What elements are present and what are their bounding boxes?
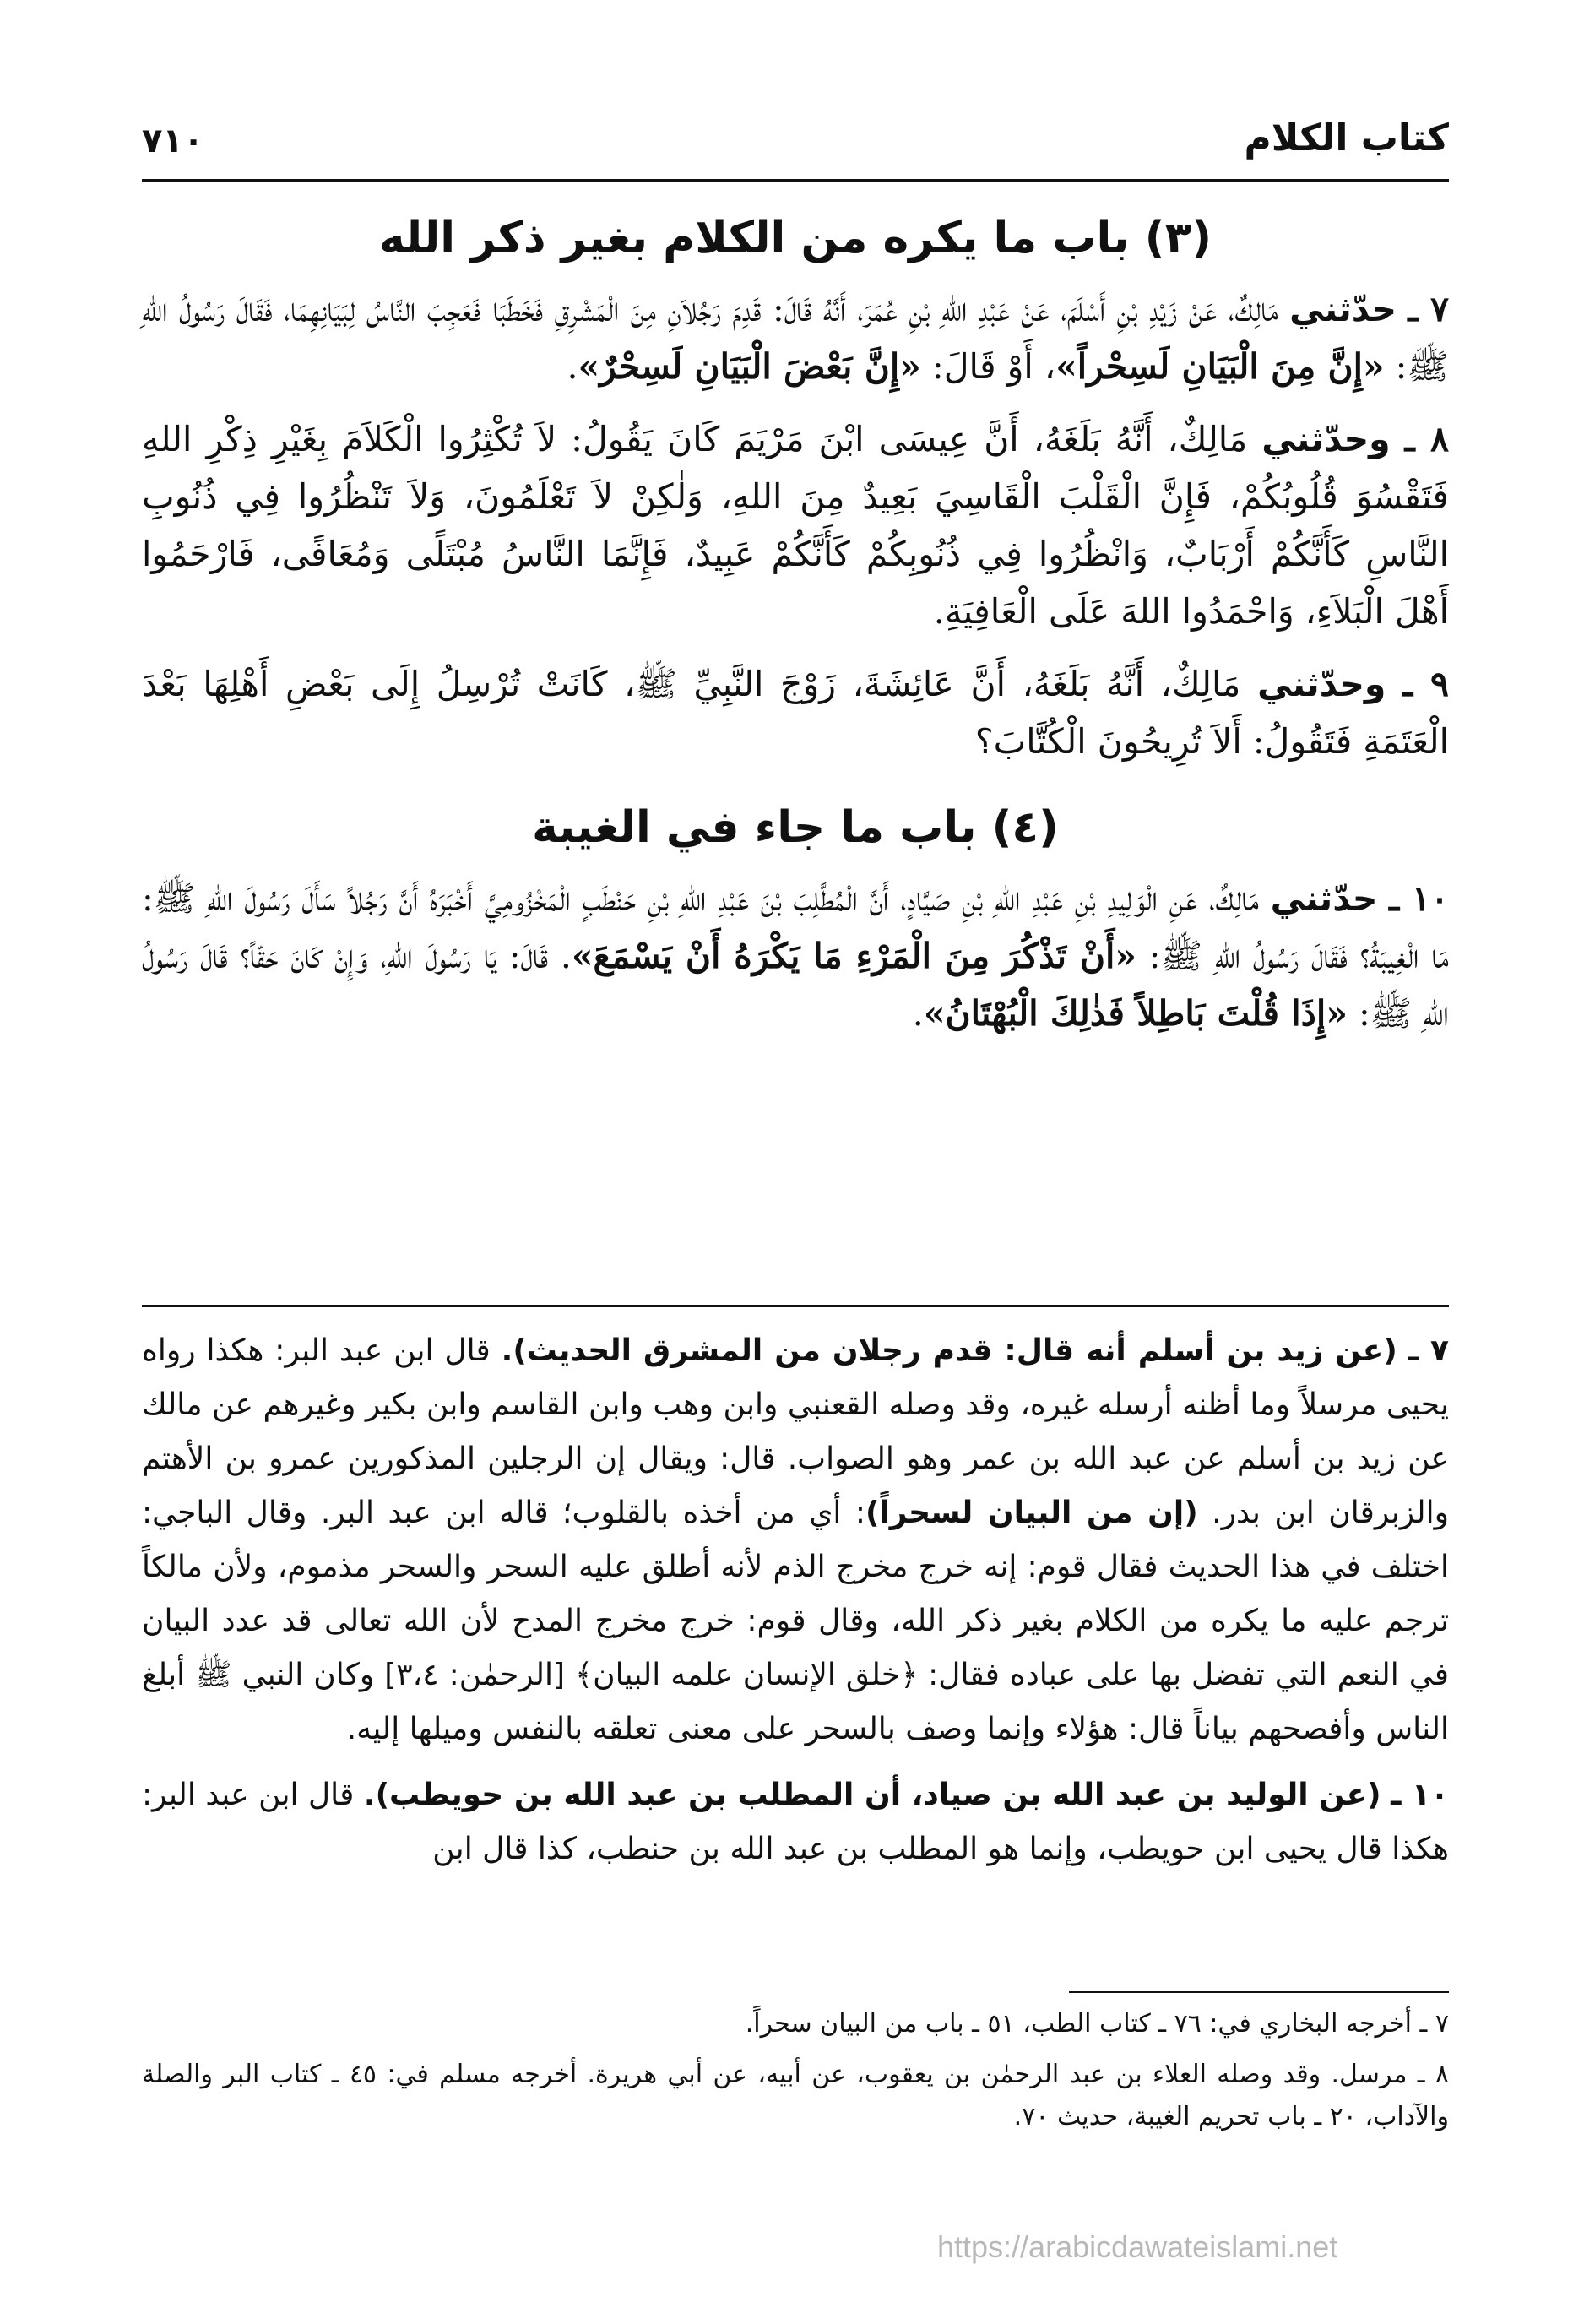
hadith-7 [142, 280, 1449, 395]
footnote-7: ٧ ـ أخرجه البخاري في: ٧٦ ـ كتاب الطب، ٥١ ـ باب من البيان سحراً. [745, 2009, 1449, 2039]
watermark: https://arabicdawateislami.net [937, 2229, 1338, 2264]
footnote-divider [1069, 1991, 1449, 1993]
commentary-number: ١٠ ـ [1391, 1778, 1449, 1812]
chapter-heading-4: (٤) باب ما جاء في الغيبة [532, 802, 1059, 853]
prophetic-quote: «إِنَّ مِنَ الْبَيَانِ لَسِحْراً» [1055, 346, 1385, 387]
commentary-text: : أي من أخذه بالقلوب؛ قاله ابن عبد البر. وقال الباجي: اختلف في هذا الحديث فقال قوم: إنه خرج مخرج الذم لأنه أطلق عليه السحر والسحر مذموم، ولأن مالكاً ترجم عليه ما يكره من الكلام بغير ذكر الله، وقال قوم: خرج مخرج المدح لأن الله تعالى قد عدد البيان في النعم التي تفضل بها على عباده فقال: ﴿خلق الإنسان علمه البيان﴾ [الرحمٰن: ٣،٤] وكان النبي ﷺ أبلغ الناس وأفصحهم بياناً قال: هؤلاء وإنما وصف بالسحر على معنى تعلقه بالنفس وميلها إليه. [142, 1496, 1450, 1746]
prophetic-quote: «أَنْ تَذْكُرَ مِنَ الْمَرْءِ مَا يَكْرَهُ أَنْ يَسْمَعَ» [571, 936, 1137, 976]
narration-word: وحدّثني [1257, 664, 1386, 704]
hadith-number: ١٠ ـ [1389, 878, 1449, 919]
hadith-text: مَالِكٌ، عَنْ زَيْدِ بْنِ أَسْلَمَ، عَنْ عَبْدِ اللهِ بْنِ عُمَرَ، أَنَّهُ قَالَ: قَدِمَ رَجُلاَنِ مِنَ الْمَشْرِقِ فَخَطَبَا فَعَجِبَ النَّاسُ لِبَيَانِهِمَا، فَقَالَ رَسُولُ اللهِ ﷺ: [142, 289, 1449, 387]
prophetic-quote: «إِذَا قُلْتَ بَاطِلاً فَذٰلِكَ الْبُهْتَانُ» [923, 993, 1348, 1034]
hadith-number: ٩ ـ [1402, 664, 1449, 704]
narration-word: وحدّثني [1261, 419, 1391, 459]
narration-word: حدّثني [1270, 878, 1378, 919]
commentary-section [142, 1324, 1449, 1888]
book-title: كتاب الكلام [1244, 117, 1449, 160]
main-text [142, 196, 1449, 1057]
narration-word: حدّثني [1289, 289, 1397, 329]
commentary-10 [142, 1768, 1449, 1876]
hadith-10 [142, 870, 1449, 1042]
commentary-lemma: (إن من البيان لسحراً) [865, 1496, 1198, 1530]
commentary-lemma: (عن الوليد بن عبد الله بن صياد، أن المطلب بن عبد الله بن حويطب). [363, 1778, 1381, 1812]
hadith-text: . [912, 993, 924, 1034]
prophetic-quote: «إِنَّ بَعْضَ الْبَيَانِ لَسِحْرٌ» [578, 346, 921, 387]
footnote-8: ٨ ـ مرسل. وقد وصله العلاء بن عبد الرحمٰن بن يعقوب، عن أبيه، عن أبي هريرة. أخرجه مسلم في: ٤٥ ـ كتاب البر والصلة والآداب، ٢٠ ـ باب تحريم الغيبة، حديث ٧٠. [142, 2060, 1449, 2131]
commentary-lemma: (عن زيد بن أسلم أنه قال: قدم رجلان من المشرق الحديث). [501, 1333, 1397, 1368]
hadith-number: ٧ ـ [1408, 289, 1449, 329]
page-number: ٧١٠ [142, 122, 204, 160]
commentary-divider [142, 1305, 1449, 1307]
chapter-heading-3: (٣) باب ما يكره من الكلام بغير ذكر الله [379, 213, 1212, 263]
header-divider [142, 179, 1449, 182]
hadith-text: مَالِكٌ، أَنَّهُ بَلَغَهُ، أَنَّ عِيسَى ابْنَ مَرْيَمَ كَانَ يَقُولُ: لاَ تُكْثِرُوا الْكَلاَمَ بِغَيْرِ ذِكْرِ اللهِ فَتَقْسُوَ قُلُوبُكُمْ، فَإِنَّ الْقَلْبَ الْقَاسِيَ بَعِيدٌ مِنَ اللهِ، وَلٰكِنْ لاَ تَعْلَمُونَ، وَلاَ تَنْظُرُوا فِي ذُنُوبِ النَّاسِ كَأَنَّكُمْ أَرْبَابٌ، وَانْظُرُوا فِي ذُنُوبِكُمْ كَأَنَّكُمْ عَبِيدٌ، فَإِنَّمَا النَّاسُ مُبْتَلًى وَمُعَافًى، فَارْحَمُوا أَهْلَ الْبَلاَءِ، وَاحْمَدُوا اللهَ عَلَى الْعَافِيَةِ. [142, 419, 1449, 632]
hadith-text: مَالِكٌ، أَنَّهُ بَلَغَهُ، أَنَّ عَائِشَةَ، زَوْجَ النَّبِيِّ ﷺ، كَانَتْ تُرْسِلُ إِلَى بَعْضِ أَهْلِهَا بَعْدَ الْعَتَمَةِ فَتَقُولُ: أَلاَ تُرِيحُونَ الْكُتَّابَ؟ [142, 664, 1449, 762]
hadith-text: . [567, 346, 578, 387]
hadith-text: . قَالَ: يَا رَسُولَ اللهِ، وَإِنْ كَانَ حَقّاً؟ قَالَ رَسُولُ اللهِ ﷺ: [142, 936, 1449, 1034]
hadith-8 [142, 410, 1449, 640]
running-header [142, 110, 1449, 177]
hadith-9 [142, 655, 1449, 770]
commentary-number: ٧ ـ [1408, 1333, 1449, 1368]
hadith-number: ٨ ـ [1404, 419, 1449, 459]
hadith-text: مَالِكٌ، عَنِ الْوَلِيدِ بْنِ عَبْدِ اللهِ بْنِ صَيَّادٍ، أَنَّ الْمُطَّلِبَ بْنَ عَبْدِ اللهِ بْنِ حَنْطَبٍ الْمَخْزُومِيَّ أَخْبَرَهُ أَنَّ رَجُلاً سَأَلَ رَسُولَ اللهِ ﷺ: مَا الْغِيبَةُ؟ فَقَالَ رَسُولُ اللهِ ﷺ: [142, 878, 1449, 976]
commentary-7 [142, 1324, 1449, 1757]
commentary-text: قال ابن عبد البر: هكذا قال يحيى ابن حويطب، وإنما هو المطلب بن عبد الله بن حنطب، كذا قال ابن [142, 1778, 1449, 1866]
hadith-text: ، أَوْ قَالَ: [920, 346, 1056, 387]
commentary-text: قال ابن عبد البر: هكذا رواه يحيى مرسلاً وما أظنه أرسله غيره، وقد وصله القعنبي وابن وهب وابن القاسم وابن بكير وغيرهم عن مالك عن زيد بن أسلم عن عبد الله بن عمر وهو الصواب. قال: ويقال إن الرجلين المذكورين عمرو بن الأهتم والزبرقان ابن بدر. [142, 1333, 1449, 1530]
footnotes [142, 2003, 1449, 2147]
